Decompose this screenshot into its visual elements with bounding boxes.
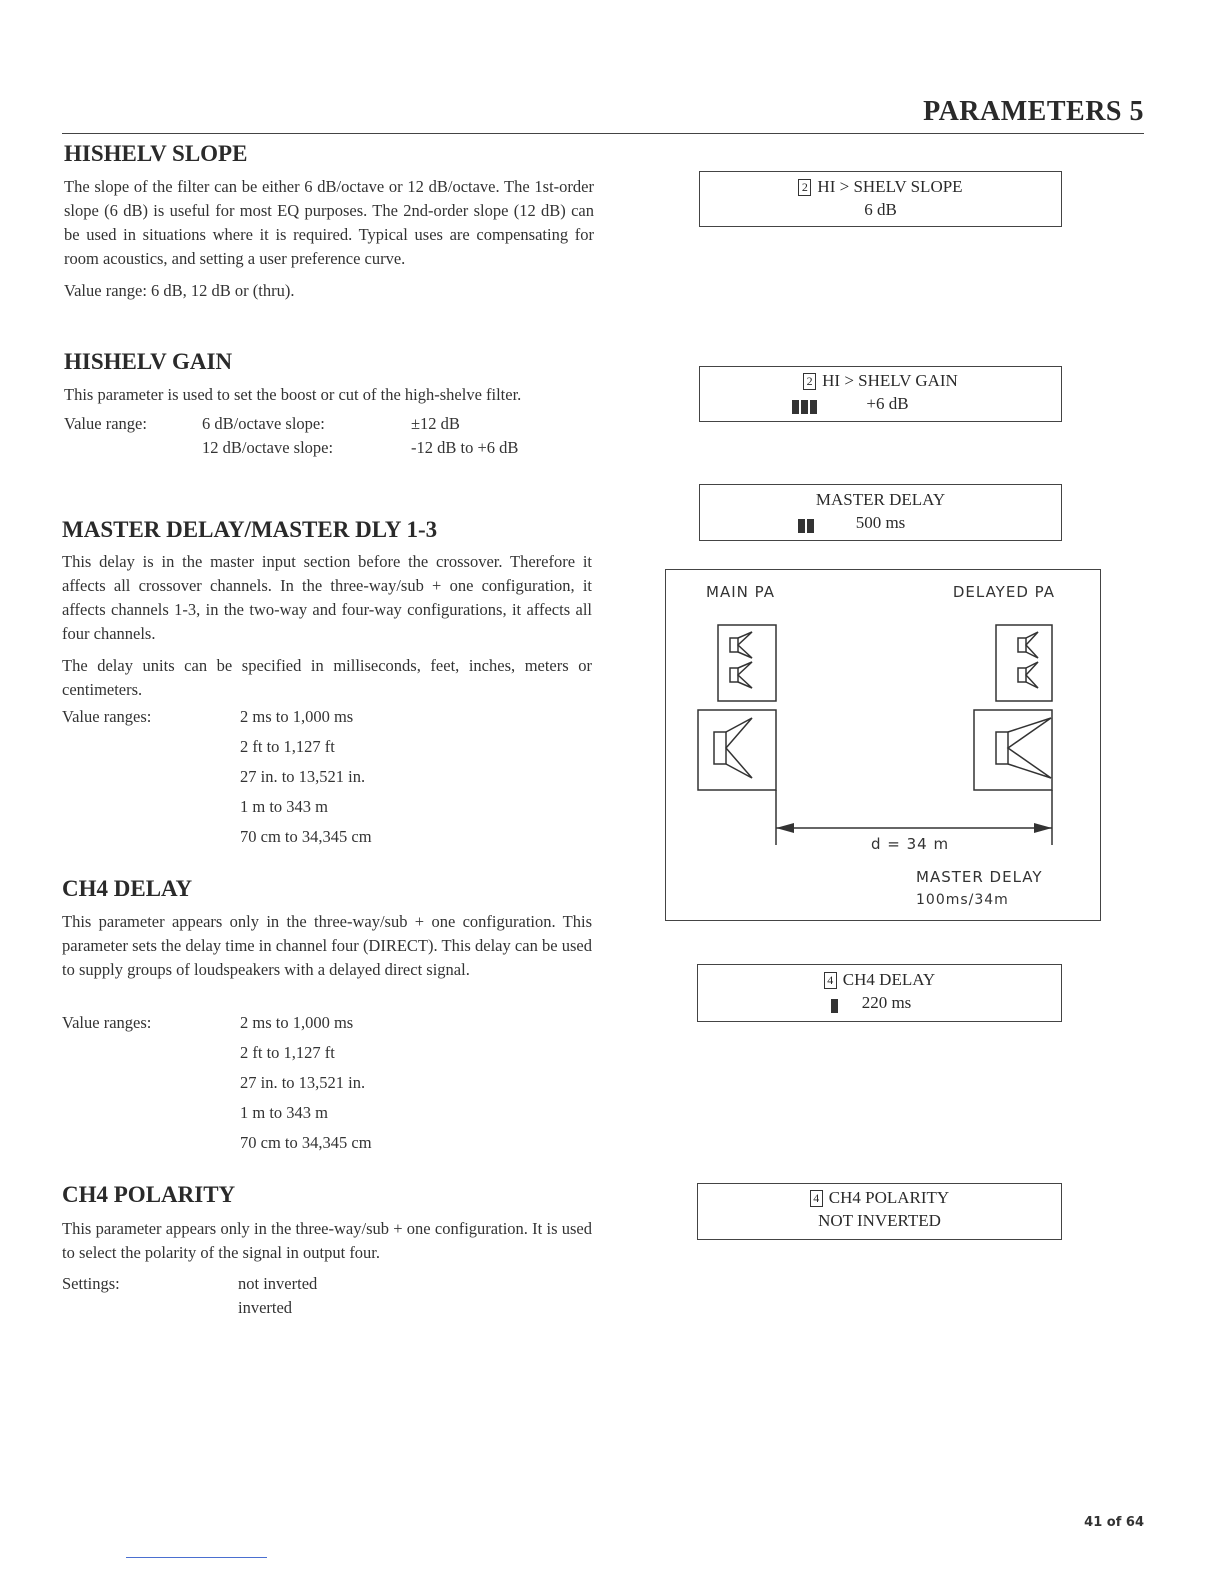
ch4-polarity-setting: inverted: [238, 1298, 293, 1317]
master-delay-heading: MASTER DELAY/MASTER DLY 1-3: [62, 517, 438, 542]
lcd-line1: MASTER DELAY: [815, 490, 946, 509]
ch4-delay-value-label: Value ranges:: [62, 1013, 152, 1032]
ch4-delay-body: This parameter appears only in the three-way/sub + one configuration. This parameter sets the delay time in channel four (DIRECT). This delay can be used to supply groups of loudspeakers with a delayed direct signal.: [62, 912, 592, 979]
ch4-delay-value: 2 ms to 1,000 ms: [240, 1013, 354, 1032]
lcd-line1: CH4 POLARITY: [828, 1188, 950, 1207]
ch4-delay-heading: CH4 DELAY: [62, 876, 193, 901]
bottom-rule: [126, 1557, 267, 1558]
lcd-ch4-delay: [697, 964, 1062, 1022]
delay-diagram: [665, 569, 1101, 921]
lcd-shelv-slope: [699, 171, 1062, 227]
hishelv-gain-heading: HISHELV GAIN: [64, 349, 233, 374]
hishelv-gain-row-value: -12 dB to +6 dB: [411, 438, 519, 457]
distance-label: d = 34 m: [871, 835, 950, 853]
lcd-line2: NOT INVERTED: [818, 1211, 941, 1230]
master-delay-text: [62, 550, 592, 710]
hishelv-slope-value-range: Value range: 6 dB, 12 dB or (thru).: [64, 281, 295, 300]
master-delay-value: 27 in. to 13,521 in.: [240, 767, 366, 786]
ch4-polarity-heading: CH4 POLARITY: [62, 1182, 236, 1207]
diagram-caption-title: MASTER DELAY: [916, 868, 1043, 886]
hishelv-gain-row-label: 12 dB/octave slope:: [202, 438, 334, 457]
master-delay-value: 2 ms to 1,000 ms: [240, 707, 354, 726]
master-delay-value: 2 ft to 1,127 ft: [240, 737, 335, 756]
hishelv-slope-heading: HISHELV SLOPE: [64, 141, 248, 166]
master-delay-body1: This delay is in the master input section before the crossover. Therefore it affects all crossover channels. In the three-way/sub + one configuration, it affects channels 1-3, in the two-way and four-way configurations, it affects all four channels.: [62, 552, 592, 643]
lcd-line2: 500 ms: [855, 513, 906, 532]
master-delay-value: 1 m to 343 m: [240, 797, 329, 816]
master-delay-value: 70 cm to 34,345 cm: [240, 827, 372, 846]
hishelv-slope-body: The slope of the filter can be either 6 dB/octave or 12 dB/octave. The 1st-order slope (6 dB) is useful for most EQ purposes. The 2nd-order slope (12 dB) can be used in situations where it is required. Typical uses are compensating for room acoustics, and setting a user preference curve.: [64, 177, 594, 268]
lcd-channel-number: 2: [803, 373, 816, 390]
main-pa-sub-cabinet: [698, 710, 776, 790]
ch4-polarity-setting: not inverted: [238, 1274, 318, 1293]
level-meter-icon: [831, 995, 840, 1018]
delayed-pa-top-cabinet: [996, 625, 1052, 701]
hishelv-slope-text: [64, 175, 594, 311]
lcd-line1: HI > SHELV GAIN: [822, 371, 958, 390]
master-delay-body2: The delay units can be specified in milliseconds, feet, inches, meters or centimeters.: [62, 656, 592, 699]
ch4-polarity-settings-label: Settings:: [62, 1274, 120, 1293]
ch4-delay-value: 70 cm to 34,345 cm: [240, 1133, 372, 1152]
ch4-delay-value: 2 ft to 1,127 ft: [240, 1043, 335, 1062]
lcd-channel-number: 4: [824, 972, 837, 989]
page-header-title: PARAMETERS 5: [923, 96, 1144, 127]
lcd-master-delay: [699, 484, 1062, 541]
speaker-diagram-drawing: [666, 570, 1099, 919]
lcd-line2: 220 ms: [861, 993, 912, 1012]
delayed-pa-label: DELAYED PA: [952, 583, 1055, 601]
main-pa-label: MAIN PA: [706, 583, 775, 601]
lcd-line2: +6 dB: [866, 394, 909, 413]
lcd-line2: 6 dB: [864, 200, 897, 219]
lcd-ch4-polarity: [697, 1183, 1062, 1240]
lcd-line1: HI > SHELV SLOPE: [817, 177, 963, 196]
hishelv-gain-row-label: 6 dB/octave slope:: [202, 414, 325, 433]
ch4-polarity-body: This parameter appears only in the three-way/sub + one configuration. It is used to select the polarity of the signal in output four.: [62, 1219, 592, 1262]
ch4-delay-value: 27 in. to 13,521 in.: [240, 1073, 366, 1092]
lcd-line1: CH4 DELAY: [842, 970, 936, 989]
lcd-channel-number: 2: [798, 179, 811, 196]
ch4-delay-value: 1 m to 343 m: [240, 1103, 329, 1122]
hishelv-gain-body: This parameter is used to set the boost or cut of the high-shelve filter.: [64, 385, 522, 404]
lcd-channel-number: 4: [810, 1190, 823, 1207]
lcd-shelv-gain: [699, 366, 1062, 422]
diagram-caption-value: 100ms/34m: [916, 892, 1009, 908]
page-number: 41 of 64: [1084, 1515, 1144, 1530]
level-meter-icon: [792, 396, 819, 419]
hishelv-gain-value-label: Value range:: [64, 414, 147, 433]
level-meter-icon: [798, 515, 816, 538]
hishelv-gain-row-value: ±12 dB: [411, 414, 460, 433]
header-rule: [62, 133, 1144, 134]
master-delay-value-label: Value ranges:: [62, 707, 152, 726]
